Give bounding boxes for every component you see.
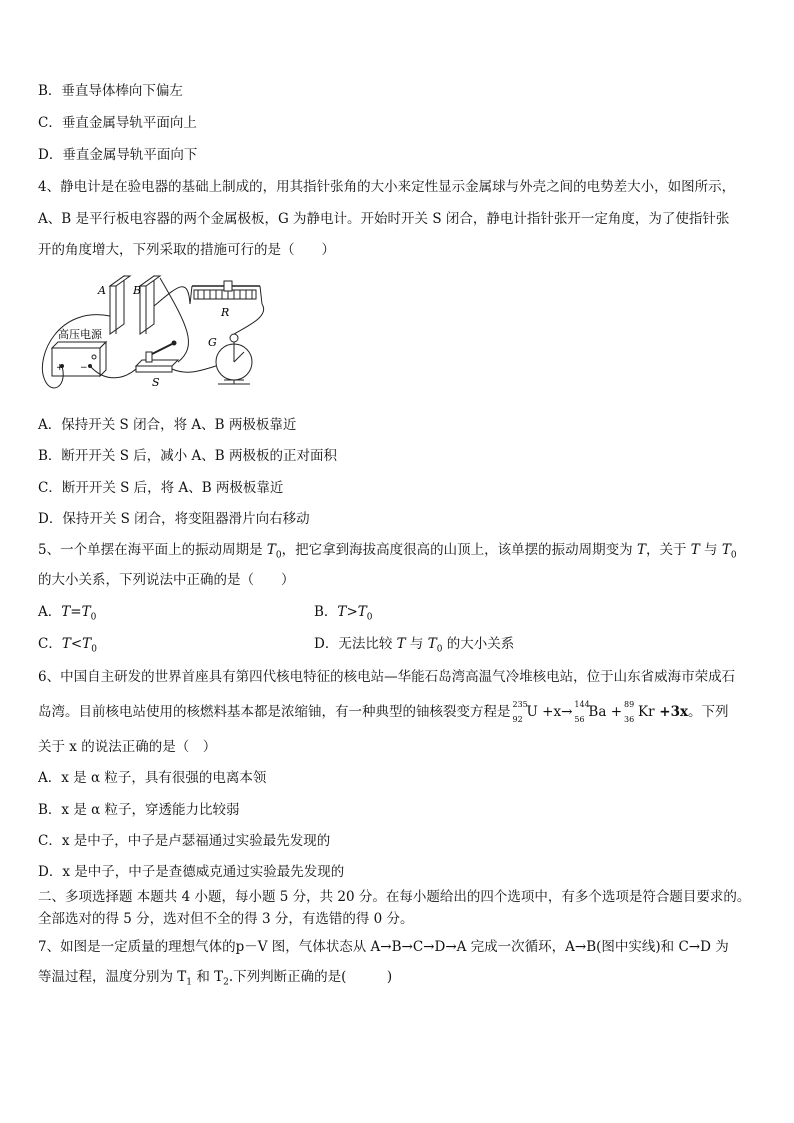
q5-option-a: A．$T=T_0$ xyxy=(38,604,97,623)
q4-option-c: C．断开开关 S 后，将 A、B 两极板靠近 xyxy=(38,480,284,496)
q7-stem-line2: 等温过程，温度分别为 $T_1$ 和 $T_2$.下列判断正确的是( ) xyxy=(38,969,393,988)
minus-terminal: − xyxy=(80,363,88,373)
section2-line2: 全部选对的得 5 分，选对但不全的得 3 分，有选错的得 0 分。 xyxy=(38,911,414,927)
q7-stem-line1: 7、如图是一定质量的理想气体的p－V 图，气体状态从 A→B→C→D→A 完成一次循环，A→B(图中实线)和 C→D 为 xyxy=(38,939,729,955)
q6-stem-line3: 关于 x 的说法正确的是（ ） xyxy=(38,739,217,755)
q5-option-c: C．$T<T_0$ xyxy=(38,636,97,655)
q4-stem-line3: 开的角度增大，下列采取的措施可行的是（ ） xyxy=(38,242,335,258)
label-a: A xyxy=(98,284,106,297)
uranium-nuclide: 235 92 U xyxy=(512,700,538,724)
q5-option-b: B．$T>T_0$ xyxy=(314,604,373,623)
q3-option-b: B．垂直导体棒向下偏左 xyxy=(38,83,183,99)
q6-option-a: A．x 是 α 粒子，具有很强的电离本领 xyxy=(38,770,267,786)
q6-option-c: C．x 是中子，中子是卢瑟福通过实验最先发现的 xyxy=(38,833,331,849)
q4-circuit-figure xyxy=(38,266,288,406)
q6-stem-line1: 6、中国自主研发的世界首座具有第四代核电特征的核电站—华能石岛湾高温气冷堆核电站，位于山东省威海市荣成石 xyxy=(38,669,736,685)
q6-option-d: D．x 是中子，中子是查德威克通过实验最先发现的 xyxy=(38,864,345,880)
q4-stem-line1: 4、静电计是在验电器的基础上制成的，用其指针张角的大小来定性显示金属球与外壳之间的电势差大小，如图所示， xyxy=(38,179,736,195)
q4-stem-line2: A、B 是平行板电容器的两个金属极板，G 为静电计。开始时开关 S 闭合，静电计指针张开一定角度，为了使指针张 xyxy=(38,211,730,227)
label-g: G xyxy=(208,336,217,349)
label-b: B xyxy=(133,284,142,297)
q5-stem-line1: 5、一个单摆在海平面上的振动周期是 $T_0$，把它拿到海拔高度很高的山顶上，该单摆的振动周期变为 T，关于 T 与 $T_0$ xyxy=(38,542,737,561)
barium-nuclide: 144 56 Ba xyxy=(574,700,607,724)
label-s: S xyxy=(152,376,160,389)
switch xyxy=(136,341,178,373)
q6-option-b: B．x 是 α 粒子，穿透能力比较弱 xyxy=(38,802,240,818)
q5-stem-line2: 的大小关系，下列说法中正确的是（ ） xyxy=(38,572,295,588)
electrometer xyxy=(216,334,252,384)
q4-option-d: D．保持开关 S 闭合，将变阻器滑片向右移动 xyxy=(38,511,310,527)
plus-terminal: + xyxy=(56,363,64,373)
q4-option-b: B．断开开关 S 后，减小 A、B 两极板的正对面积 xyxy=(38,448,338,464)
power-label: 高压电源 xyxy=(58,328,102,341)
q3-option-c: C．垂直金属导轨平面向上 xyxy=(38,115,197,131)
label-r: R xyxy=(221,306,230,319)
q5-option-d: D．无法比较 T 与 $T_0$ 的大小关系 xyxy=(314,636,515,655)
q4-option-a: A．保持开关 S 闭合，将 A、B 两极板靠近 xyxy=(38,417,297,433)
section2-line1: 二、多项选择题 本题共 4 小题，每小题 5 分，共 20 分。在每小题给出的四个选项中，有多个选项是符合题目要求的。 xyxy=(38,889,751,905)
q3-option-d: D．垂直金属导轨平面向下 xyxy=(38,147,198,163)
krypton-nuclide: 89 36 Kr xyxy=(624,700,655,724)
rheostat xyxy=(190,281,262,304)
q6-stem-line2: 岛湾。目前核电站使用的核燃料基本都是浓缩铀，有一种典型的铀核裂变方程是 235 92 U +x→ 144 56 Ba + 89 36 Kr +3x。下列 xyxy=(38,700,729,724)
